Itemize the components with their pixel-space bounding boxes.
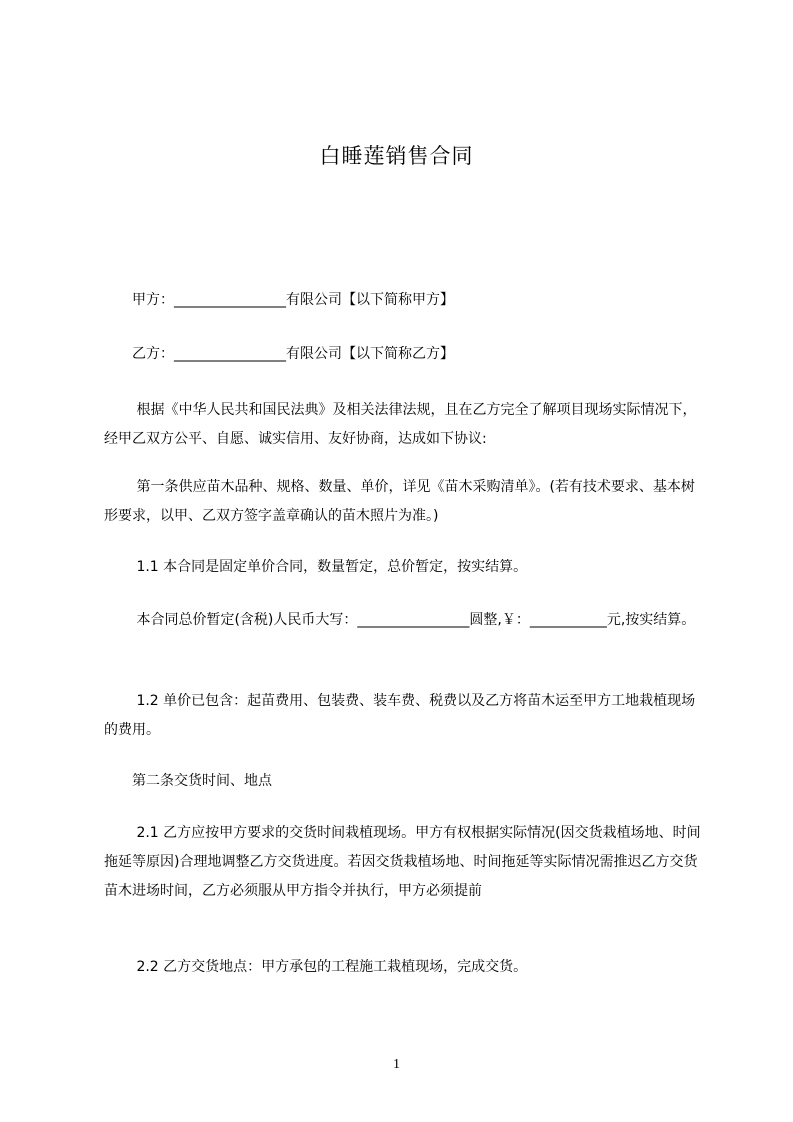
document-title: 白睡莲销售合同 [319,144,474,168]
total-price-paragraph: 本合同总价暂定(含税)人民币大写：________________圆整,￥：___________元,按实结算。 [104,612,696,628]
article-1-paragraph: 第一条供应苗木品种、规格、数量、单价，详见《苗木采购清单》。(若有技术要求、基本树形要求，以甲、乙双方签字盖章确认的苗木照片为准。) [104,479,695,524]
clause-1-1-paragraph: 1.1 本合同是固定单价合同，数量暂定，总价暂定，按实结算。 [104,559,528,575]
preamble-paragraph: 根据《中华人民共和国民法典》及相关法律法规，且在乙方完全了解项目现场实际情况下，经甲乙双方公平、自愿、诚实信用、友好协商，达成如下协议: [104,402,697,447]
clause-2-2-paragraph: 2.2 乙方交货地点：甲方承包的工程施工栽植现场，完成交货。 [104,959,528,975]
party-a-line: 甲方：________________有限公司【以下简称甲方】 [104,292,454,308]
party-b-line: 乙方：________________有限公司【以下简称乙方】 [104,346,454,362]
article-2-heading: 第二条交货时间、地点 [104,773,272,789]
clause-2-1-paragraph: 2.1 乙方应按甲方要求的交货时间栽植现场。甲方有权根据实际情况(因交货栽植场地、时间拖延等原因)合理地调整乙方交货进度。若因交货栽植场地、时间拖延等实际情况需推迟乙方交货苗木进场时间，乙方必须服从甲方指令并执行，甲方必须提前 [104,825,701,899]
page-number: 1 [393,1057,400,1072]
clause-1-2-paragraph: 1.2 单价已包含：起苗费用、包装费、装车费、税费以及乙方将苗木运至甲方工地栽植现场的费用。 [104,693,696,738]
